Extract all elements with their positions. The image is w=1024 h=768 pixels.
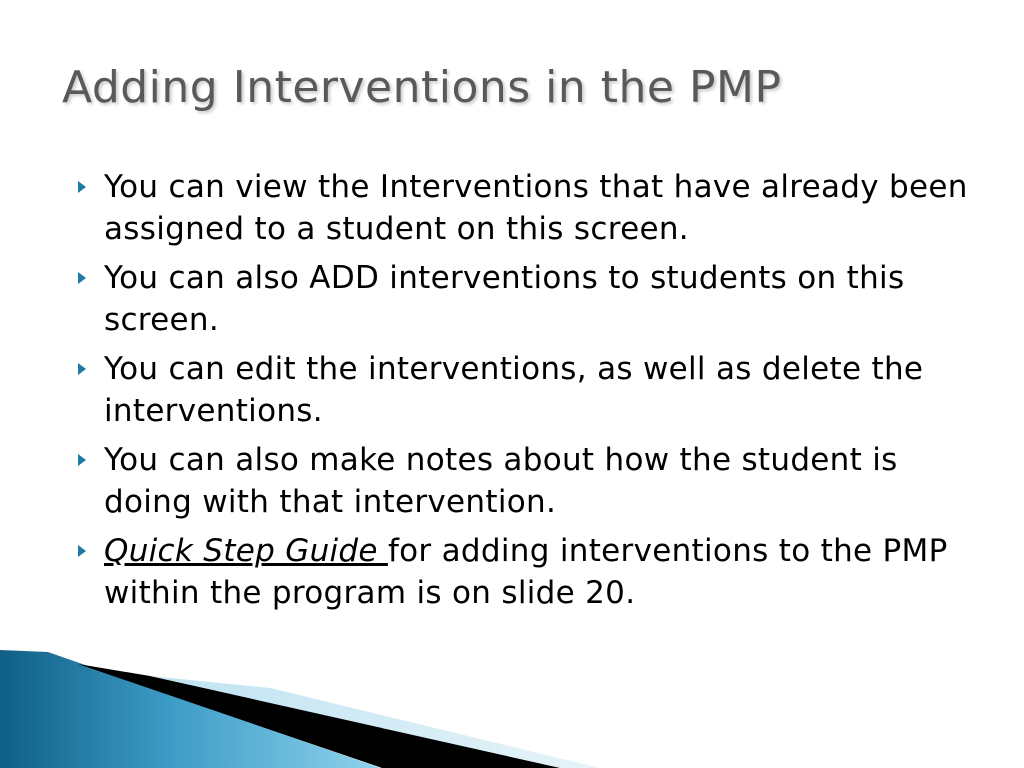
bullet-text: You can also ADD interventions to students on this screen. xyxy=(104,260,905,338)
slide-title: Adding Interventions in the PMP xyxy=(62,62,782,113)
triangle-right-icon xyxy=(78,272,86,284)
triangle-right-icon xyxy=(78,181,86,193)
bullet-text: You can also make notes about how the student is doing with that intervention. xyxy=(104,442,898,520)
quick-step-guide-link[interactable]: Quick Step Guide xyxy=(104,533,388,569)
triangle-right-icon xyxy=(78,363,86,375)
bullet-text: for adding interventions to the PMP within the program is on slide 20. xyxy=(104,533,948,611)
bullet-text: You can view the Interventions that have already been assigned to a student on this screen. xyxy=(104,169,968,247)
bullet-text: You can edit the interventions, as well as delete the interventions. xyxy=(104,351,924,429)
bullet-item xyxy=(70,439,970,523)
bullet-item xyxy=(70,530,970,614)
bullet-item xyxy=(70,348,970,432)
bullet-item xyxy=(70,166,970,250)
triangle-right-icon xyxy=(78,545,86,557)
triangle-right-icon xyxy=(78,454,86,466)
bullet-list xyxy=(70,166,970,621)
bullet-item xyxy=(70,257,970,341)
